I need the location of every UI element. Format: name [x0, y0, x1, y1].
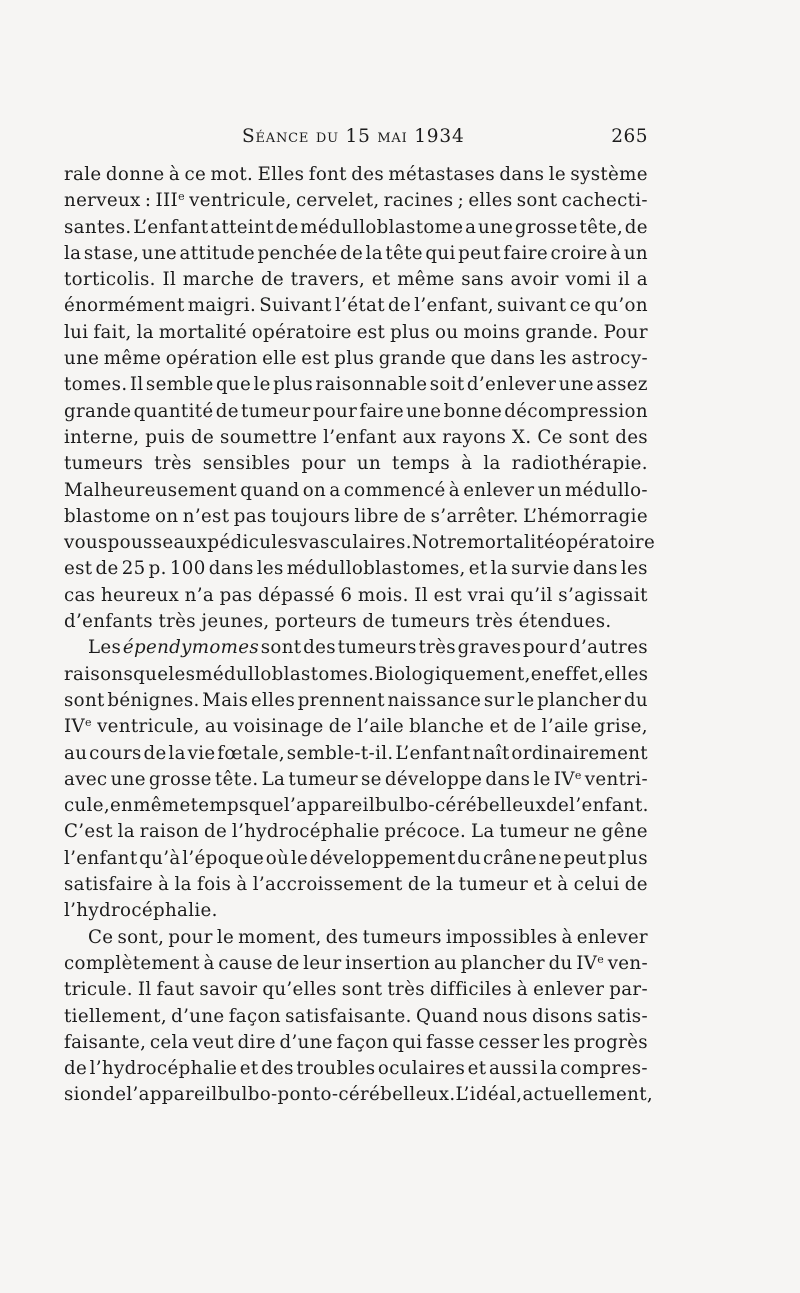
text-line: Malheureusement quand on a commencé à enlever un médullo- [64, 479, 648, 501]
text-line: torticolis. Il marche de travers, et même sans avoir vomi il a [64, 269, 648, 291]
text-line: cule, en même temps que l’appareil bulbo-cérébelleux de l’enfant. [64, 795, 649, 817]
paragraph [64, 162, 656, 635]
text-line: l’hydrocéphalie. [64, 900, 218, 922]
text-line: interne, puis de soumettre l’enfant aux rayons X. Ce sont des [64, 426, 648, 448]
text-line: Les épendymomes sont des tumeurs très graves pour d’autres [88, 637, 648, 659]
text-line: l’enfant qu’à l’époque où le développement du crâne ne peut plus [64, 847, 648, 869]
text-line: tricule. Il faut savoir qu’elles sont très difficiles à enlever par- [64, 979, 648, 1001]
paragraph [64, 635, 648, 924]
text-line: tumeurs très sensibles pour un temps à la radiothérapie. [64, 453, 648, 475]
text-line: d’enfants très jeunes, porteurs de tumeurs très étendues. [64, 611, 612, 633]
text-line: lui fait, la mortalité opératoire est plus ou moins grande. Pour [64, 321, 648, 343]
text-line: tiellement, d’une façon satisfaisante. Quand nous disons satis- [64, 1005, 648, 1027]
text-line: complètement à cause de leur insertion au plancher du IVe ven- [64, 952, 648, 974]
text-line: une même opération elle est plus grande que dans les astrocy- [64, 348, 648, 370]
text-line: vous pousse aux pédicules vasculaires. Notre mortalité opératoire [64, 532, 656, 554]
text-line: IVe ventricule, au voisinage de l’aile blanche et de l’aile grise, [64, 716, 648, 738]
text-line: rale donne à ce mot. Elles font des métastases dans le système [64, 164, 648, 185]
body-text [64, 162, 656, 1109]
running-title: Séance du 15 mai 1934 [242, 126, 465, 147]
text-line: tomes. Il semble que le plus raisonnable soit d’enlever une assez [64, 374, 648, 396]
text-line: nerveux : IIIe ventricule, cervelet, racines ; elles sont cachecti- [64, 190, 648, 212]
text-line: énormément maigri. Suivant l’état de l’enfant, suivant ce qu’on [64, 295, 648, 317]
text-line: est de 25 p. 100 dans les médulloblastomes, et la survie dans les [64, 558, 648, 580]
text-line: sont bénignes. Mais elles prennent naissance sur le plancher du [64, 689, 648, 711]
text-line: raisons que les médulloblastomes. Biologiquement, en effet, elles [64, 663, 649, 685]
text-line: cas heureux n’a pas dépassé 6 mois. Il est vrai qu’il s’agissait [64, 584, 648, 606]
text-line: avec une grosse tête. La tumeur se développe dans le IVe ventri- [64, 768, 648, 790]
text-line: santes. L’enfant atteint de médulloblastome a une grosse tête, de [64, 216, 648, 238]
text-line: C’est la raison de l’hydrocéphalie précoce. La tumeur ne gêne [64, 821, 648, 843]
paragraph [64, 925, 654, 1109]
text-line: faisante, cela veut dire d’une façon qui fasse cesser les progrès [64, 1031, 648, 1053]
text-line: blastome on n’est pas toujours libre de s’arrêter. L’hémorragie [64, 505, 648, 527]
page-number: 265 [611, 126, 648, 147]
text-line: de l’hydrocéphalie et des troubles oculaires et aussi la compres- [64, 1058, 648, 1080]
book-page [64, 120, 656, 1109]
text-line: sion de l’appareil bulbo-ponto-cérébelleux. L’idéal, actuellement, [64, 1084, 654, 1106]
text-line: grande quantité de tumeur pour faire une bonne décompression [64, 400, 648, 422]
text-line: la stase, une attitude penchée de la tête qui peut faire croire à un [64, 242, 648, 264]
text-line: satisfaire à la fois à l’accroissement de la tumeur et à celui de [64, 874, 648, 896]
text-line: Ce sont, pour le moment, des tumeurs impossibles à enlever [88, 926, 648, 948]
running-head [64, 120, 648, 154]
text-line: au cours de la vie fœtale, semble-t-il. L’enfant naît ordinairement [64, 742, 648, 764]
